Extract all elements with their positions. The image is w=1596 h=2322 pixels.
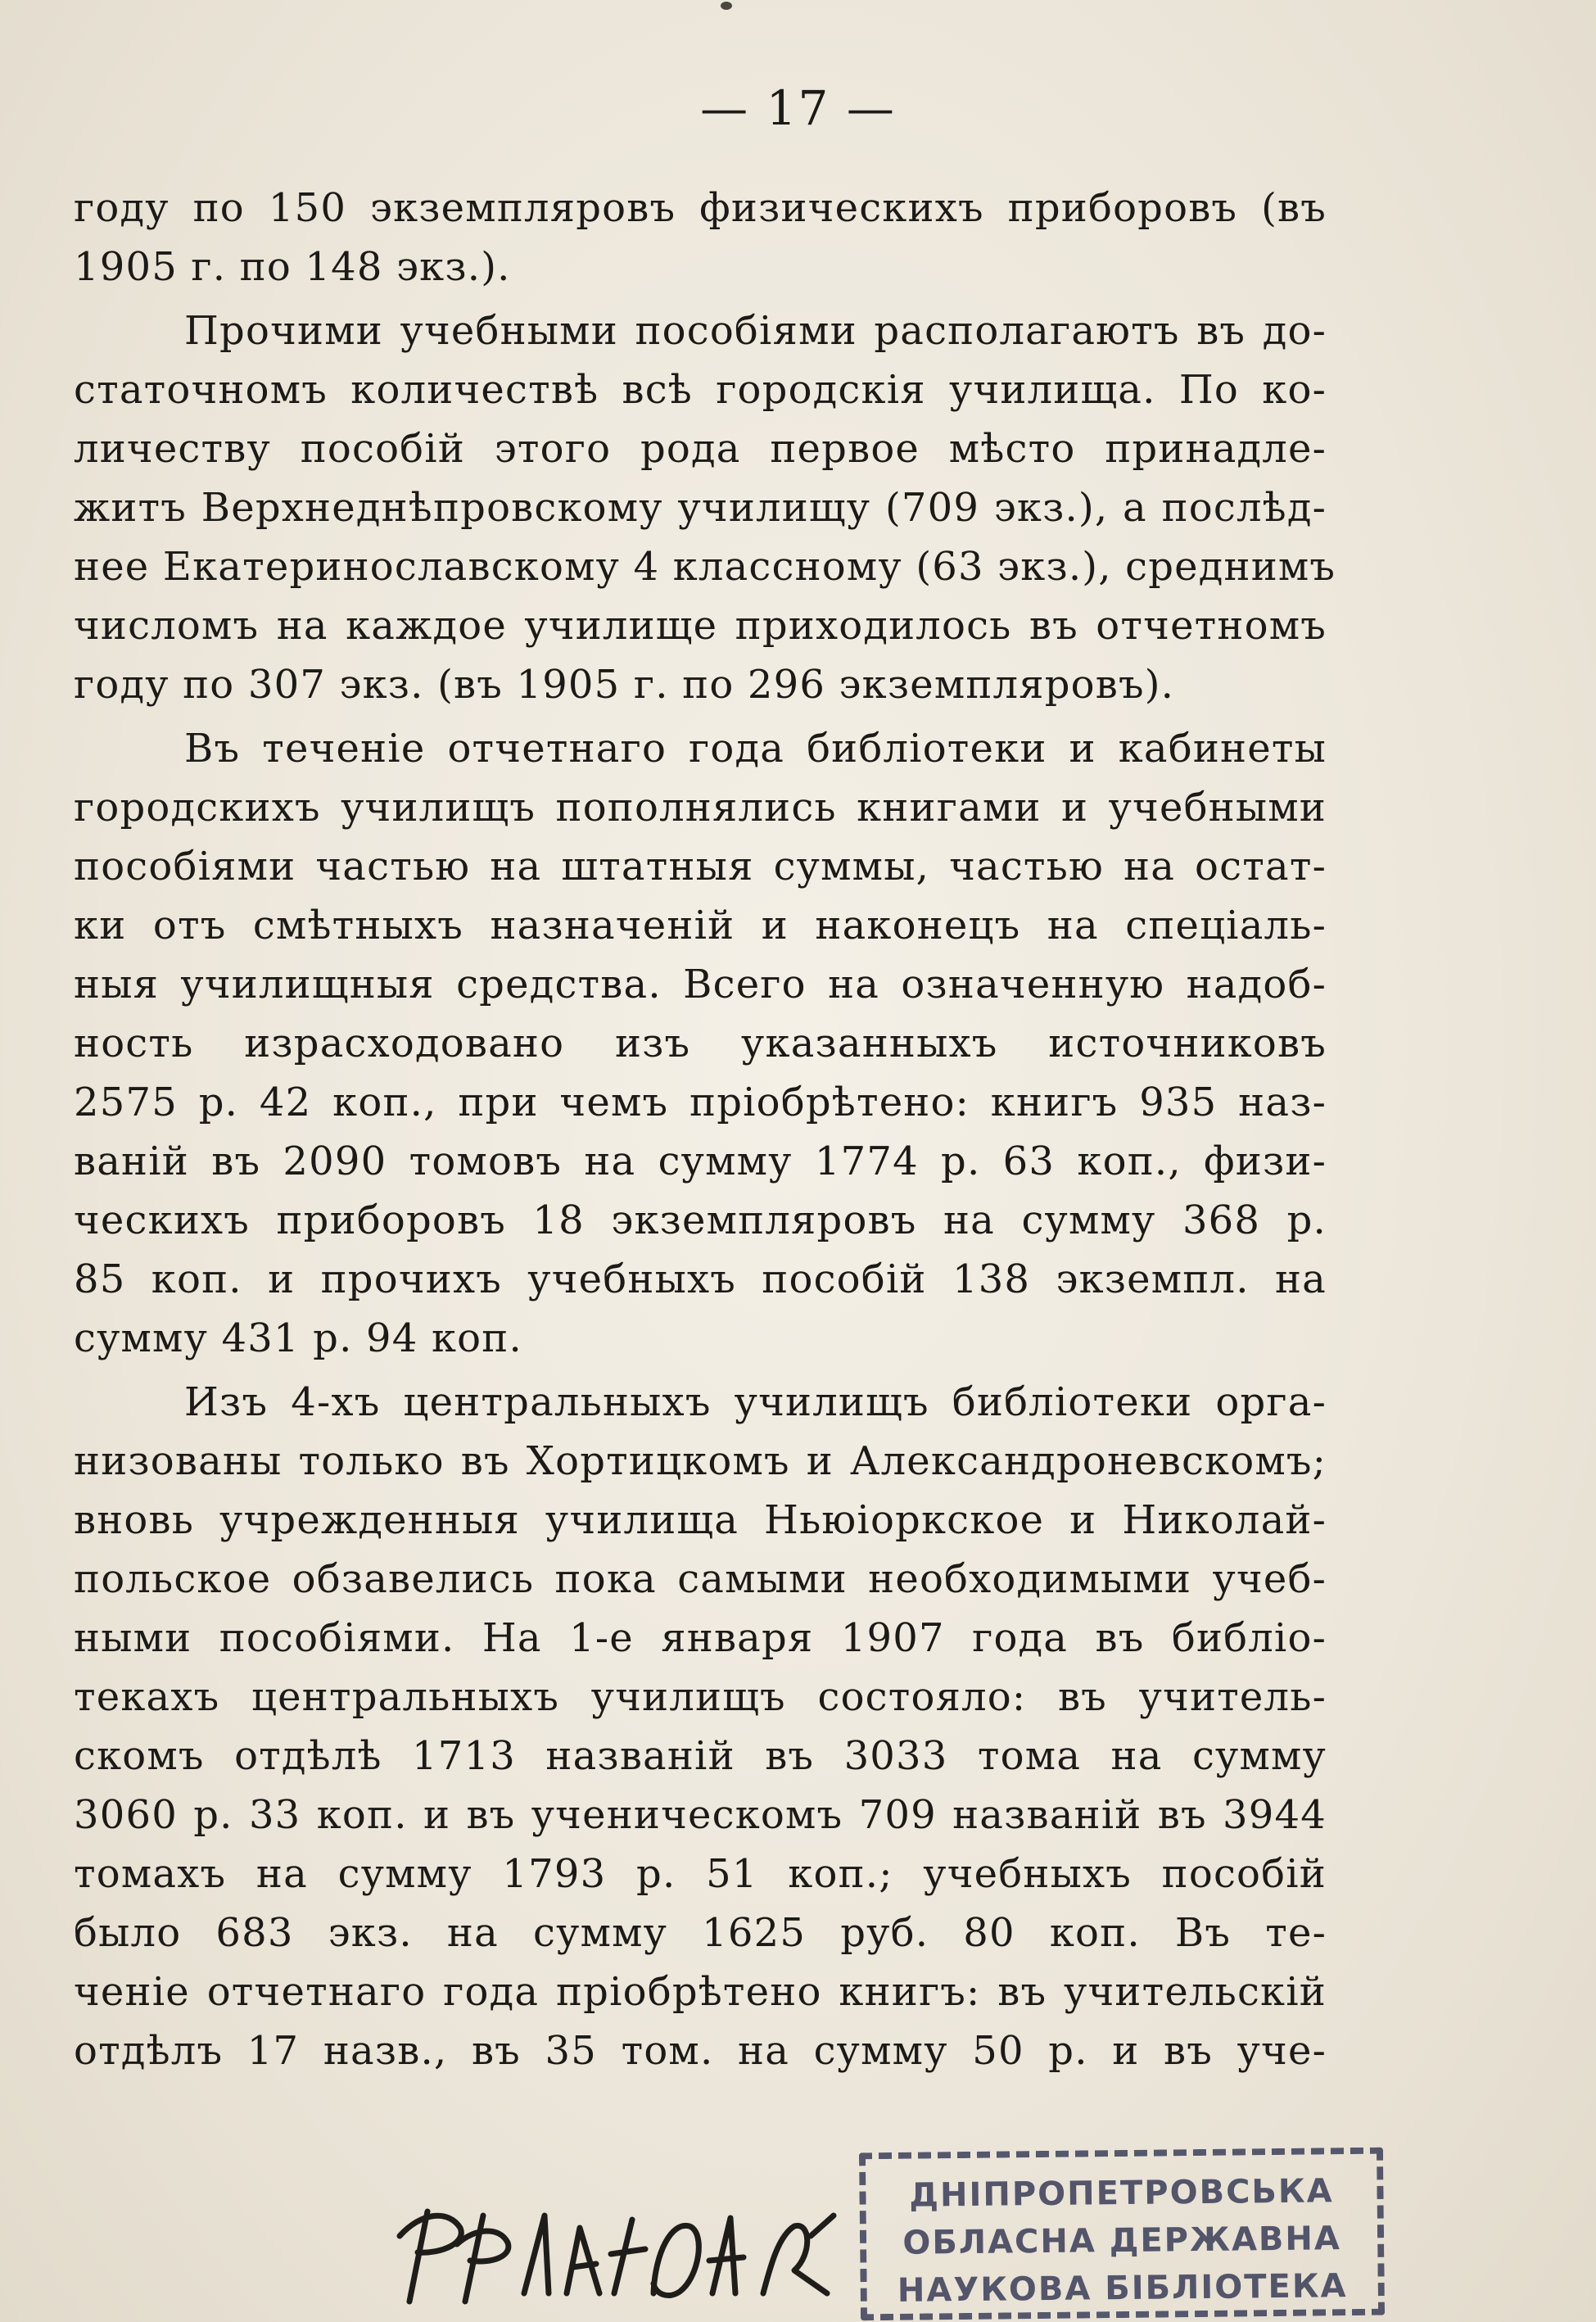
text-line: городскихъ училищъ пополнялись книгами и учебными (74, 785, 1327, 831)
text-line: году по 307 экз. (въ 1905 г. по 296 экземпляровъ). (74, 662, 1175, 708)
library-stamp (859, 2148, 1385, 2321)
text-line: Въ теченіе отчетнаго года библіотеки и кабинеты (184, 726, 1327, 772)
text-line: пособіями частью на штатныя суммы, частью на остат- (74, 844, 1327, 889)
text-line: ки отъ смѣтныхъ назначеній и наконецъ на спеціаль- (74, 903, 1327, 948)
text-line: ность израсходовано изъ указанныхъ источниковъ (74, 1021, 1327, 1066)
text-line: нее Екатеринославскому 4 классному (63 экз.), среднимъ (74, 544, 1336, 590)
text-line: низованы только въ Хортицкомъ и Александроневскомъ; (74, 1438, 1327, 1484)
text-line: ныя училищныя средства. Всего на означенную надоб- (74, 962, 1327, 1007)
text-line: текахъ центральныхъ училищъ состояло: въ учитель- (74, 1674, 1327, 1720)
text-line: отдѣлъ 17 назв., въ 35 том. на сумму 50 р. и въ уче- (74, 2028, 1327, 2074)
stamp-line: ОБЛАСНА ДЕРЖАВНА (902, 2220, 1342, 2262)
text-line: 85 коп. и прочихъ учебныхъ пособій 138 экземпл. на (74, 1256, 1327, 1302)
handwritten-signature (385, 2179, 843, 2318)
body-text (74, 179, 1336, 2080)
text-line: польское обзавелись пока самыми необходимыми учеб- (74, 1556, 1327, 1602)
text-line: скомъ отдѣлѣ 1713 названій въ 3033 тома на сумму (74, 1733, 1327, 1779)
stamp-line: ДНІПРОПЕТРОВСЬКА (909, 2172, 1334, 2215)
text-line: числомъ на каждое училище приходилось въ отчетномъ (74, 603, 1327, 649)
page-number: — 17 — (700, 80, 896, 136)
text-line: ваній въ 2090 томовъ на сумму 1774 р. 63 коп., физи- (74, 1138, 1327, 1184)
text-line: 1905 г. по 148 экз.). (74, 244, 511, 290)
text-line: 2575 р. 42 коп., при чемъ пріобрѣтено: книгъ 935 наз- (74, 1080, 1327, 1125)
stamp-line: НАУКОВА БІБЛІОТЕКА (897, 2267, 1348, 2310)
text-line: житъ Верхнеднѣпровскому училищу (709 экз.), а послѣд- (74, 485, 1327, 531)
text-line: сумму 431 р. 94 коп. (74, 1315, 522, 1361)
text-line: томахъ на сумму 1793 р. 51 коп.; учебныхъ пособій (74, 1851, 1327, 1897)
text-line: ченіе отчетнаго года пріобрѣтено книгъ: въ учительскій (74, 1969, 1327, 2015)
text-line: личеству пособій этого рода первое мѣсто принадле- (74, 426, 1327, 472)
text-line: году по 150 экземпляровъ физическихъ приборовъ (въ (74, 185, 1327, 231)
text-line: Изъ 4-хъ центральныхъ училищъ библіотеки орга- (184, 1379, 1327, 1425)
text-line: ными пособіями. На 1-е января 1907 года въ библіо- (74, 1615, 1327, 1661)
text-line: было 683 экз. на сумму 1625 руб. 80 коп. Въ те- (74, 1910, 1327, 1956)
text-line: 3060 р. 33 коп. и въ ученическомъ 709 названій въ 3944 (74, 1792, 1327, 1838)
text-line: ческихъ приборовъ 18 экземпляровъ на сумму 368 р. (74, 1197, 1327, 1243)
text-line: вновь учрежденныя училища Ньюіоркское и Николай- (74, 1497, 1327, 1543)
text-line: Прочими учебными пособіями располагаютъ въ до- (184, 308, 1327, 354)
text-line: статочномъ количествѣ всѣ городскія училища. По ко- (74, 367, 1327, 413)
ink-speck (721, 2, 732, 10)
